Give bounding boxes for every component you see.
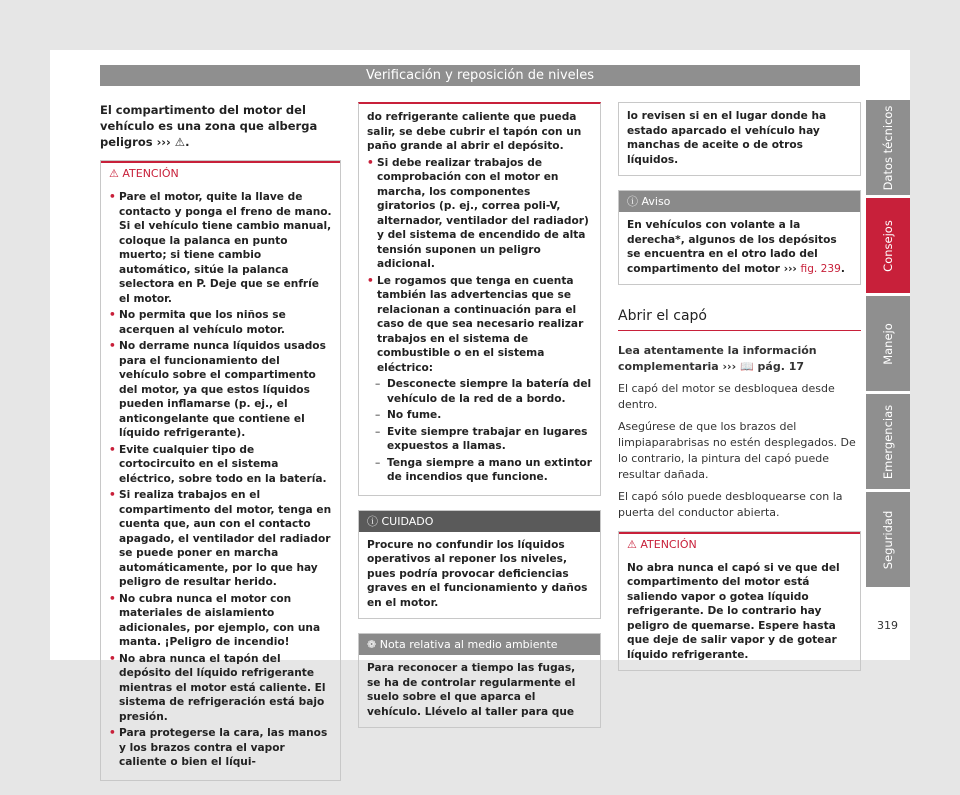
paragraph: Asegúrese de que los brazos del limpiaparabrisas no estén desplegados. De lo contrario, la pintura del capó puede resultar dañada. xyxy=(618,419,856,481)
book-icon: 📖 xyxy=(739,359,754,373)
column-2 xyxy=(358,102,601,742)
tab-consejos[interactable] xyxy=(866,198,910,293)
lead-label: Lea atentamente la información complementaria ››› xyxy=(618,343,817,373)
caution-header: ⓘ CUIDADO xyxy=(359,511,600,532)
page-number: 319 xyxy=(877,619,898,632)
list-item: • Evite cualquier tipo de cortocircuito en el sistema eléctrico, sobre todo en la batería. xyxy=(109,443,332,487)
lead-text xyxy=(618,343,861,375)
intro-text: El compartimento del motor del vehículo es una zona que alberga peligros ››› ⚠. xyxy=(100,103,318,149)
column-1 xyxy=(100,102,341,795)
notice-body: En vehículos con volante a la derecha*, algunos de los depósitos se encuentra en el otro lado del compartimento del motor ››› fig. 239. xyxy=(627,219,845,275)
list-item: • No derrame nunca líquidos usados para el funcionamiento del vehículo sobre el compartimento del motor, ya que estos líquidos pueden inflamarse (p. ej., el anticongelante que contiene el líquido refrigerante). xyxy=(109,339,332,441)
environment-label: Nota relativa al medio ambiente xyxy=(379,638,558,651)
caution-label: CUIDADO xyxy=(381,514,434,528)
environment-box xyxy=(358,633,601,728)
dash-item: – Tenga siempre a mano un extintor de incendios que funcione. xyxy=(367,456,592,485)
dash-item: – Desconecte siempre la batería del vehículo de la red de a bordo. xyxy=(367,377,592,406)
environment-continued-text: lo revisen si en el lugar donde ha estado aparcado el vehículo hay manchas de aceite o de otros líquidos. xyxy=(627,110,827,166)
tab-label: Emergencias xyxy=(881,404,895,479)
figure-link[interactable]: fig. 239 xyxy=(800,262,841,275)
list-item: • Para protegerse la cara, las manos y los brazos contra el vapor caliente o bien el líqui- xyxy=(109,726,332,770)
warning-box-2 xyxy=(618,531,861,672)
list-item: • No abra nunca el tapón del depósito del líquido refrigerante mientras el motor está caliente. El sistema de refrigeración está bajo presión. xyxy=(109,652,332,725)
warning-continued-box xyxy=(358,102,601,496)
list-item: • Le rogamos que tenga en cuenta también las advertencias que se relacionan a continuación para el caso de que sea necesario realizar trabajos en el sistema de combustible o en el sistema eléctrico: xyxy=(367,274,592,376)
warning-label: ATENCIÓN xyxy=(122,167,179,180)
warning-header: ⚠ ATENCIÓN xyxy=(101,161,340,184)
continued-text: do refrigerante caliente que pueda salir, se debe cubrir el tapón con un paño grande al abrir el depósito. xyxy=(367,111,582,152)
page-header: Verificación y reposición de niveles xyxy=(100,65,860,86)
caution-body: Procure no confundir los líquidos operativos al reponer los niveles, pues podría provocar deficiencias graves en el funcionamiento y daños en el motor. xyxy=(367,538,588,609)
list-item: • Si realiza trabajos en el compartimento del motor, tenga en cuenta que, aun con el contacto apagado, el ventilador del radiador se puede poner en marcha automáticamente, por lo que hay peligro de resultar herido. xyxy=(109,488,332,590)
notice-label: Aviso xyxy=(641,195,671,208)
list-item: • Pare el motor, quite la llave de contacto y ponga el freno de mano. Si el vehículo tiene cambio manual, coloque la palanca en punto muerto; si tiene cambio automático, sitúe la palanca selectora en P. Deje que se enfríe el motor. xyxy=(109,190,332,306)
page xyxy=(50,50,910,768)
paragraph: El capó sólo puede desbloquearse con la puerta del conductor abierta. xyxy=(618,489,843,519)
tab-seguridad[interactable] xyxy=(866,492,910,587)
dash-item: – No fume. xyxy=(367,408,592,423)
warning-box xyxy=(100,160,341,781)
tab-label: Manejo xyxy=(881,322,895,365)
warning-body-2: No abra nunca el capó si ve que del compartimento del motor está saliendo vapor o gotea líquido refrigerante. De lo contrario hay peligro de quemarse. Espere hasta que deje de salir vapor y de gotear líquido refrigerante. xyxy=(627,561,840,661)
environment-header: ❁ Nota relativa al medio ambiente xyxy=(359,634,600,655)
tab-emergencias[interactable] xyxy=(866,394,910,489)
list-item: • Si debe realizar trabajos de comprobación con el motor en marcha, los componentes giratorios (p. ej., correa poli-V, alternador, ventilador del radiador) y del sistema de encendido de alta tensión suponen un peligro adicional. xyxy=(367,156,592,272)
tab-label: Datos técnicos xyxy=(881,105,895,190)
warning-label-2: ATENCIÓN xyxy=(640,537,697,551)
notice-text: En vehículos con volante a la derecha*, algunos de los depósitos se encuentra en el otro lado del compartimento del motor ››› xyxy=(627,219,837,275)
tab-datos-tecnicos[interactable] xyxy=(866,100,910,195)
notice-box xyxy=(618,190,861,285)
caution-box xyxy=(358,510,601,620)
list-item: • No permita que los niños se acerquen al vehículo motor. xyxy=(109,308,332,337)
tab-label: Seguridad xyxy=(881,510,895,569)
column-3 xyxy=(618,102,861,685)
dash-item: – Evite siempre trabajar en lugares expuestos a llamas. xyxy=(367,425,592,454)
tab-label: Consejos xyxy=(881,219,895,272)
tab-manejo[interactable] xyxy=(866,296,910,391)
paragraph: El capó del motor se desbloquea desde dentro. xyxy=(618,381,835,411)
warning-header-2: ⚠ ATENCIÓN xyxy=(619,532,860,555)
page-reference[interactable]: pág. 17 xyxy=(757,359,805,373)
list-item: • No cubra nunca el motor con materiales de aislamiento adicionales, por ejemplo, con una manta. ¡Peligro de incendio! xyxy=(109,592,332,650)
notice-header: ⓘ Aviso xyxy=(619,191,860,212)
section-title: Abrir el capó xyxy=(618,305,861,331)
warning-continued-body xyxy=(359,104,600,495)
environment-continued-box xyxy=(618,102,861,176)
environment-body: Para reconocer a tiempo las fugas, se ha de controlar regularmente el suelo sobre el que aparca el vehículo. Llévelo al taller para que xyxy=(367,662,576,718)
warning-body xyxy=(101,184,340,780)
